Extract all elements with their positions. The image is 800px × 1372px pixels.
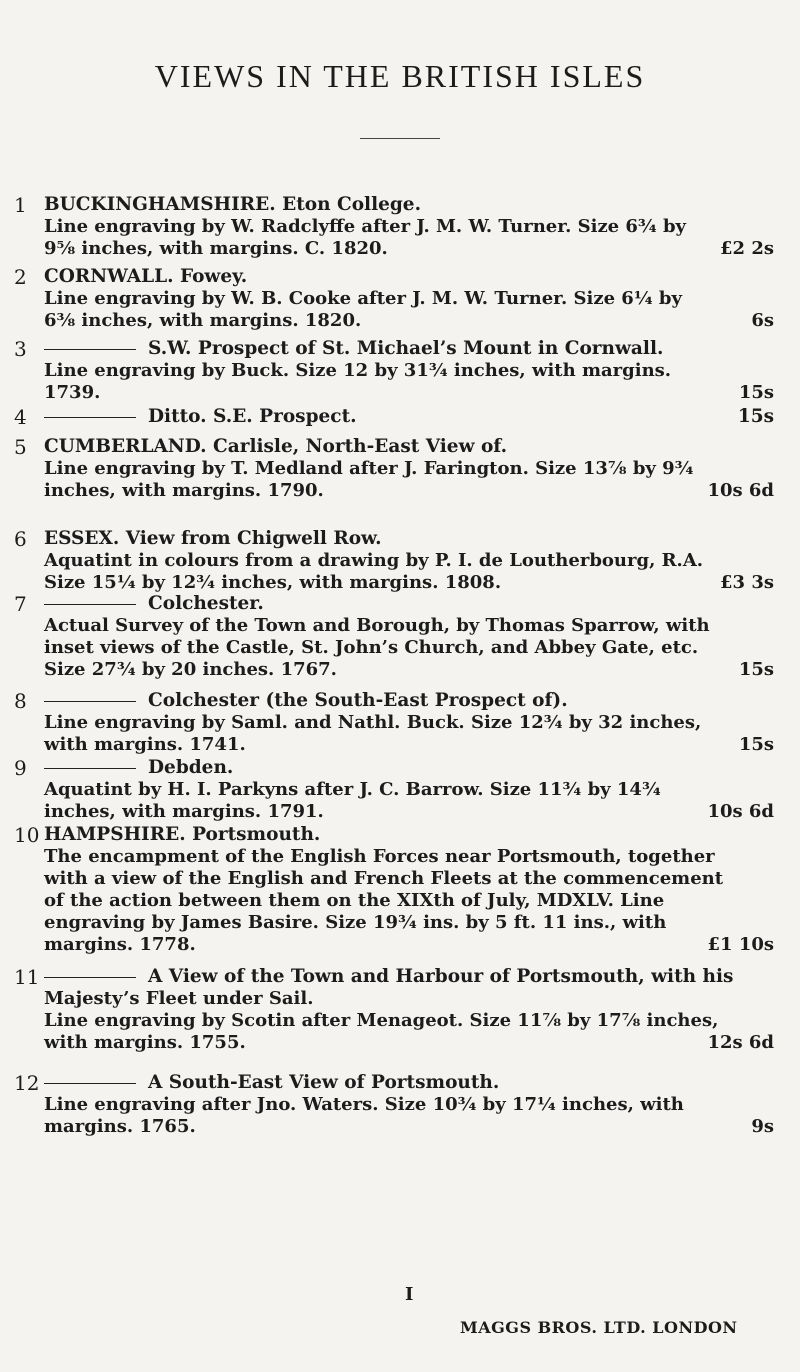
ditto-dash [44,349,136,350]
entry-description-line: 1739. 15s [44,382,774,403]
entry-description-line: Line engraving by W. Radclyffe after J. M. W. Turner. Size 6¾ by [44,216,687,237]
entry-description-line: Actual Survey of the Town and Borough, by Thomas Sparrow, with [44,615,710,636]
entry-price: 15s [737,406,774,427]
entry-heading-text: Colchester (the South-East Prospect of). [148,690,568,711]
entry-description-line: Majesty’s Fleet under Sail. [44,988,314,1009]
catalogue-entry [14,435,774,502]
entry-price: 9s [751,1116,774,1137]
entry-description-line: inset views of the Castle, St. John’s Church, and Abbey Gate, etc. [44,637,699,658]
catalogue-entry [14,193,774,260]
entry-heading [44,406,774,428]
catalogue-entry [14,592,774,681]
entry-description-line: Size 15¼ by 12¾ inches, with margins. 1808. £3 3s [44,572,774,593]
entry-description-line: Line engraving by Saml. and Nathl. Buck. Size 12¾ by 32 inches, [44,712,702,733]
entry-description-line: Aquatint by H. I. Parkyns after J. C. Barrow. Size 11¾ by 14¾ [44,779,661,800]
entry-description-line: Line engraving by Scotin after Menageot. Size 11⅞ by 17⅞ inches, [44,1010,719,1031]
entry-description-line: with a view of the English and French Fleets at the commencement [44,868,724,889]
catalogue-entry [14,405,774,429]
entry-number: 2 [14,265,27,289]
entry-price: 12s 6d [707,1032,774,1053]
entry-price: 15s [738,734,774,755]
entry-description-line: Line engraving by Buck. Size 12 by 31¾ inches, with margins. [44,360,672,381]
catalogue-entry [14,756,774,823]
entry-heading [44,194,774,216]
entry-heading [44,593,774,615]
entry-price: 10s 6d [707,480,774,501]
entry-number: 3 [14,337,27,361]
entry-heading-text: HAMPSHIRE. Portsmouth. [44,824,321,845]
entry-description-line: 6⅜ inches, with margins. 1820. 6s [44,310,774,331]
entry-price: £2 2s [720,238,774,259]
entry-number: 8 [14,689,27,713]
entry-description-line: with margins. 1755. 12s 6d [44,1032,774,1053]
publisher-imprint: MAGGS BROS. LTD. LONDON [460,1318,738,1337]
entry-heading-text: CORNWALL. Fowey. [44,266,248,287]
entry-description-line: inches, with margins. 1790. 10s 6d [44,480,774,501]
entry-price: £1 10s [707,934,774,955]
entry-heading-text: Debden. [148,757,234,778]
entry-heading-text: S.W. Prospect of St. Michael’s Mount in Cornwall. [148,338,664,359]
entry-number: 9 [14,756,27,780]
entry-heading-text: A View of the Town and Harbour of Portsmouth, with his [148,966,734,987]
catalogue-entry [14,823,774,956]
entry-number: 7 [14,592,27,616]
entry-description-line: margins. 1778. £1 10s [44,934,774,955]
ditto-dash [44,977,136,978]
ditto-dash [44,1083,136,1084]
entry-price: 15s [738,382,774,403]
entry-heading-text: ESSEX. View from Chigwell Row. [44,528,382,549]
entry-description-line: engraving by James Basire. Size 19¾ ins. by 5 ft. 11 ins., with [44,912,667,933]
entry-description-line: 9⅝ inches, with margins. C. 1820. £2 2s [44,238,774,259]
entry-number: 4 [14,405,27,429]
entry-price: 6s [751,310,774,331]
entry-number: 11 [14,965,40,989]
entry-description-line: of the action between them on the XIXth of July, MDXLV. Line [44,890,665,911]
entry-heading [44,1072,774,1094]
entry-heading [44,338,774,360]
ditto-dash [44,604,136,605]
catalogue-entry [14,337,774,404]
entry-heading-text: CUMBERLAND. Carlisle, North-East View of. [44,436,508,457]
entry-heading [44,528,774,550]
page-number: I [405,1284,414,1305]
catalogue-entry [14,689,774,756]
entry-heading-text: BUCKINGHAMSHIRE. Eton College. [44,194,422,215]
entry-number: 6 [14,527,27,551]
entry-description-line: The encampment of the English Forces near Portsmouth, together [44,846,715,867]
page-title: VIEWS IN THE BRITISH ISLES [154,58,646,94]
entry-price: £3 3s [720,572,774,593]
entry-description-line: Size 27¾ by 20 inches. 1767. 15s [44,659,774,680]
catalogue-entry [14,1071,774,1138]
entry-heading [44,436,774,458]
entry-description-line: margins. 1765. 9s [44,1116,774,1137]
entry-heading [44,824,774,846]
entry-description-line: Line engraving by T. Medland after J. Farington. Size 13⅞ by 9¾ [44,458,694,479]
entry-heading [44,266,774,288]
entry-description-line: inches, with margins. 1791. 10s 6d [44,801,774,822]
ditto-dash [44,701,136,702]
entry-number: 1 [14,193,27,217]
entry-price: 15s [738,659,774,680]
ditto-dash [44,768,136,769]
entry-heading-text: Colchester. [148,593,264,614]
entry-number: 5 [14,435,27,459]
entry-description-line: with margins. 1741. 15s [44,734,774,755]
entry-heading-text: Ditto. S.E. Prospect. [148,406,357,427]
entry-heading [44,966,774,988]
entry-number: 10 [14,823,40,847]
entry-description-line: Line engraving by W. B. Cooke after J. M. W. Turner. Size 6¼ by [44,288,682,309]
entry-heading-text: A South-East View of Portsmouth. [148,1072,500,1093]
catalogue-entry [14,965,774,1054]
entry-heading [44,690,774,712]
catalogue-entry [14,265,774,332]
entry-number: 12 [14,1071,40,1095]
entry-heading [44,757,774,779]
entry-description-line: Aquatint in colours from a drawing by P. I. de Loutherbourg, R.A. [44,550,704,571]
entry-price: 10s 6d [707,801,774,822]
catalogue-entry [14,527,774,594]
title-rule [360,138,440,139]
ditto-dash [44,417,136,418]
entry-description-line: Line engraving after Jno. Waters. Size 10¾ by 17¼ inches, with [44,1094,684,1115]
